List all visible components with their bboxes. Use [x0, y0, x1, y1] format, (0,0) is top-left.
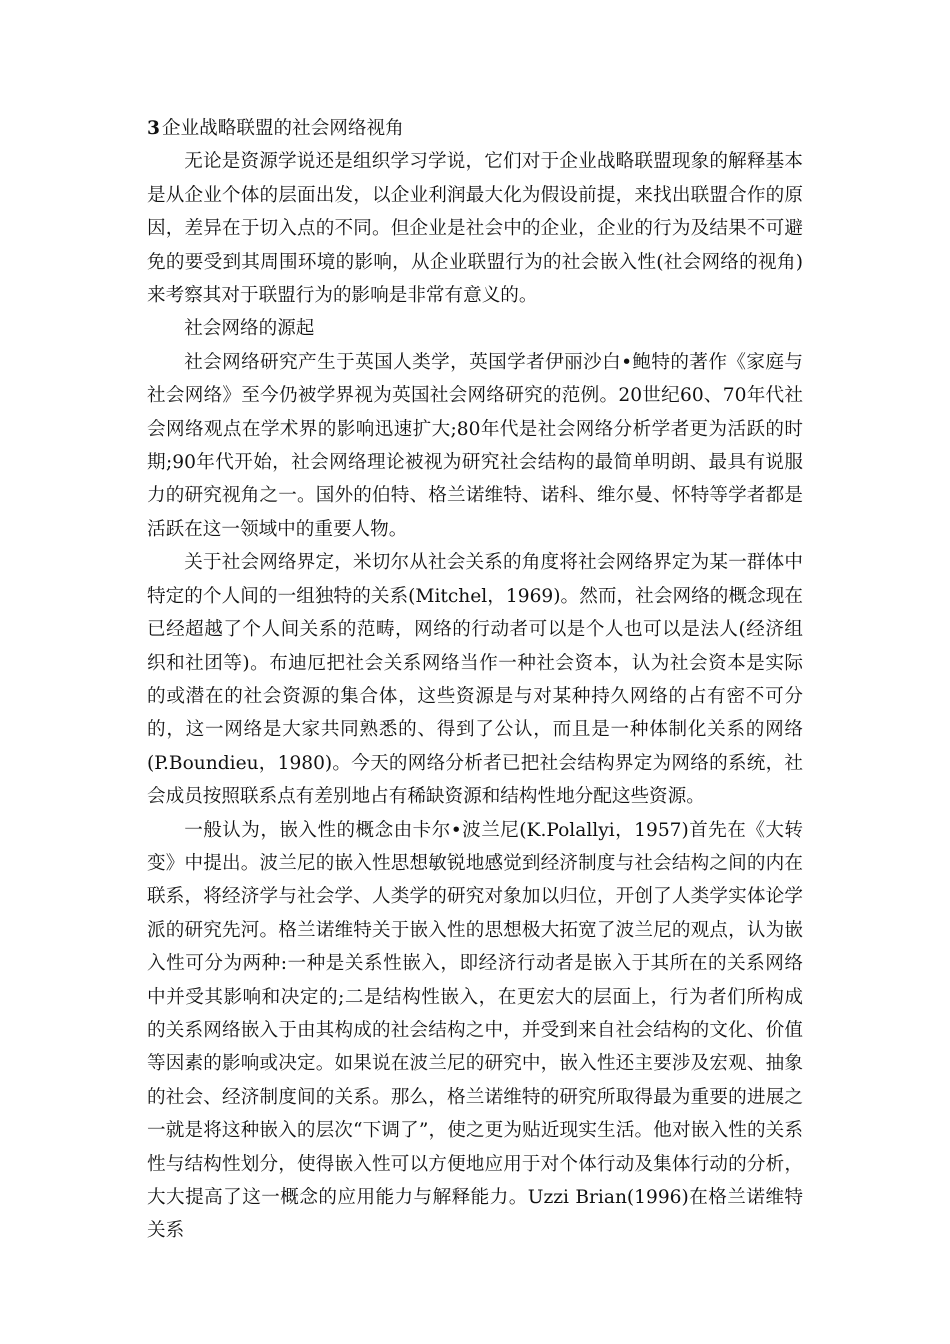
document-page: [147, 112, 803, 1248]
section-number: 3: [147, 118, 160, 139]
paragraph-network-definition: 关于社会网络界定，米切尔从社会关系的角度将社会网络界定为某一群体中特定的个人间的一组独特的关系(Mitchel，1969)。然而，社会网络的概念现在已经超越了个人间关系的范畴，网络的行动者可以是个人也可以是法人(经济组织和社团等)。布迪厄把社会关系网络当作一种社会资本，认为社会资本是实际的或潜在的社会资源的集合体，这些资源是与对某种持久网络的占有密不可分的，这一网络是大家共同熟悉的、得到了公认，而且是一种体制化关系的网络(P.Boundieu，1980)。今天的网络分析者已把社会结构界定为网络的系统，社会成员按照联系点有差别地占有稀缺资源和结构性地分配这些资源。: [147, 552, 803, 808]
paragraph-embeddedness: 一般认为，嵌入性的概念由卡尔•波兰尼(K.Polallyi，1957)首先在《大转变》中提出。波兰尼的嵌入性思想敏锐地感觉到经济制度与社会结构之间的内在联系，将经济学与社会学、人类学的研究对象加以归位，开创了人类学实体论学派的研究先河。格兰诺维特关于嵌入性的思想极大拓宽了波兰尼的观点，认为嵌入性可分为两种:一种是关系性嵌入，即经济行动者是嵌入于其所在的关系网络中并受其影响和决定的;二是结构性嵌入，在更宏大的层面上，行为者们所构成的关系网络嵌入于由其构成的社会结构之中，并受到来自社会结构的文化、价值等因素的影响或决定。如果说在波兰尼的研究中，嵌入性还主要涉及宏观、抽象的社会、经济制度间的关系。那么，格兰诺维特的研究所取得最为重要的进展之一就是将这种嵌入的层次“下调了”，使之更为贴近现实生活。他对嵌入性的关系性与结构性划分，使得嵌入性可以方便地应用于对个体行动及集体行动的分析，大大提高了这一概念的应用能力与解释能力。Uzzi Brian(1996)在格兰诺维特关系: [147, 819, 803, 1242]
subheading-social-network-origin: 社会网络的源起: [184, 318, 315, 340]
section-heading: [147, 112, 803, 145]
section-title: 企业战略联盟的社会网络视角: [161, 118, 404, 139]
paragraph-network-history: 社会网络研究产生于英国人类学，英国学者伊丽沙白•鲍特的著作《家庭与社会网络》至今仍被学界视为英国社会网络研究的范例。20世纪60、70年代社会网络观点在学术界的影响迅速扩大;80年代是社会网络分析学者更为活跃的时期;90年代开始，社会网络理论被视为研究社会结构的最简单明朗、最具有说服力的研究视角之一。国外的伯特、格兰诺维特、诺科、维尔曼、怀特等学者都是活跃在这一领域中的重要人物。: [147, 351, 803, 540]
paragraph-resource-theory: 无论是资源学说还是组织学习学说，它们对于企业战略联盟现象的解释基本是从企业个体的层面出发，以企业利润最大化为假设前提，来找出联盟合作的原因，差异在于切入点的不同。但企业是社会中的企业，企业的行为及结果不可避免的要受到其周围环境的影响，从企业联盟行为的社会嵌入性(社会网络的视角)来考察其对于联盟行为的影响是非常有意义的。: [147, 151, 803, 307]
